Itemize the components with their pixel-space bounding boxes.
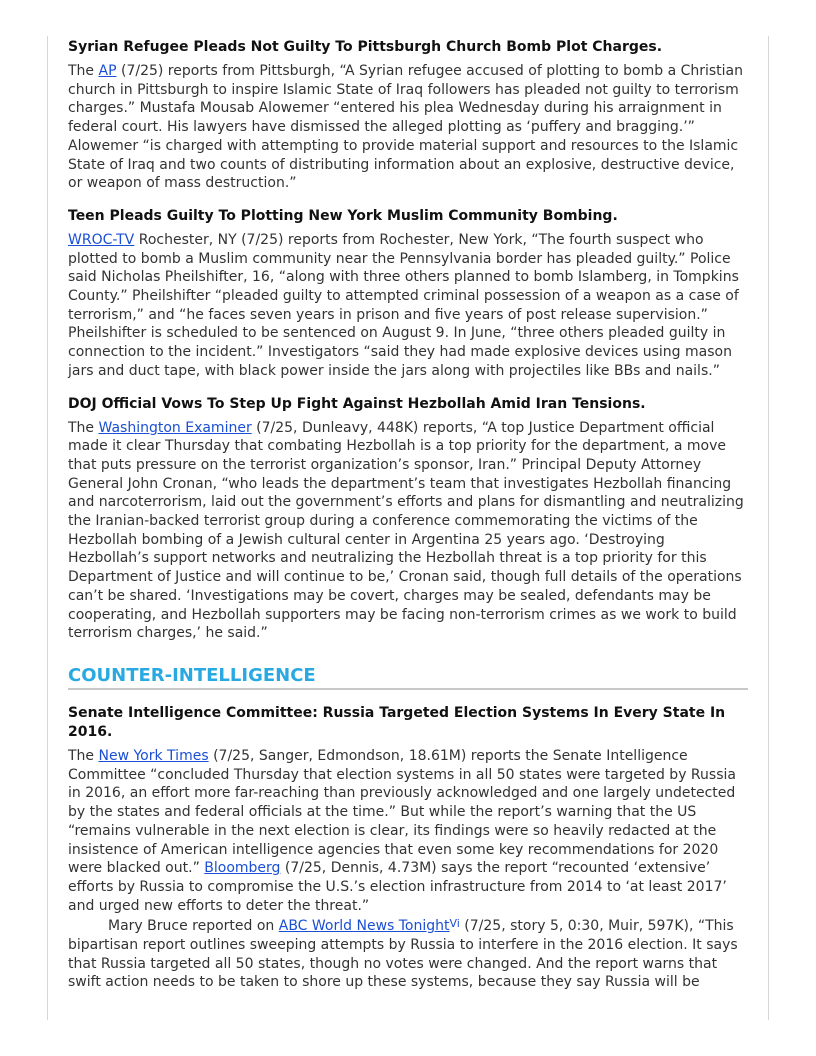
- body-text: (7/25, Sanger, Edmondson, 18.61M) reports the Senate Intelligence Committee “concluded Thursday that election systems in all 50 states were targeted by Russia in 2016, an effort more far-reaching than previously acknowledged and one largely undetected by the states and federal officials at the time.” But while the report’s warning that the US “remains vulnerable in the next election is clear, its findings were so heavily redacted at the insistence of American intelligence agencies that even some key recommendations for 2020 were blacked out.”: [68, 747, 736, 877]
- article-body: [68, 747, 748, 915]
- source-link-new-york-times[interactable]: New York Times: [98, 747, 209, 764]
- source-link-wroc-tv[interactable]: WROC-TV: [68, 231, 135, 248]
- article-teen-pleads: [68, 207, 748, 381]
- video-marker[interactable]: Vi: [449, 917, 460, 931]
- article-doj-hezbollah: [68, 395, 748, 643]
- body-prefix: The: [68, 63, 99, 79]
- left-margin-rule: [47, 36, 48, 1020]
- article-headline: Teen Pleads Guilty To Plotting New York Muslim Community Bombing.: [68, 207, 618, 224]
- article-body: [68, 62, 748, 193]
- body-prefix: Mary Bruce reported on: [108, 918, 279, 935]
- article-body-continued: [68, 915, 748, 992]
- article-body: [68, 419, 748, 643]
- source-link-bloomberg[interactable]: Bloomberg: [204, 860, 281, 877]
- body-text: (7/25) reports from Pittsburgh, “A Syrian refugee accused of plotting to bomb a Christian church in Pittsburgh to inspire Islamic State of Iraq followers has pleaded not guilty to terrorism charges.” Mustafa Mousab Alowemer “entered his plea Wednesday during his arraignment in federal court. His lawyers have dismissed the alleged plotting as ‘puffery and bragging.’” Alowemer “is charged with attempting to provide material support and resources to the Islamic State of Iraq and two counts of distributing information about an explosive, destructive device, or weapon of mass destruction.”: [68, 63, 744, 192]
- body-text: Rochester, NY (7/25) reports from Rochester, New York, “The fourth suspect who plotted to bomb a Muslim community near the Pennsylvania border has pleaded guilty.” Police said Nicholas Pheilshifter, 16, “along with three others planned to bomb Islamberg, in Tompkins County.” Pheilshifter “pleaded guilty to attempted criminal possession of a weapon as a case of terrorism,” and “he faces seven years in prison and five years of post release supervision.” Pheilshifter is scheduled to be sentenced on August 9. In June, “three others pleaded guilty in connection to the incident.” Investigators “said they had made explosive devices using mason jars and duct tape, with black power inside the jars along with projectiles like BBs and nails.”: [68, 231, 739, 379]
- body-text: (7/25, story 5, 0:30, Muir, 597K), “This bipartisan report outlines sweeping attempts by Russia to interfere in the 2016 election. It says that Russia targeted all 50 states, though no votes were changed. And the report warns that swift action needs to be taken to shore up these systems, because they say Russia will be: [68, 918, 738, 991]
- source-link-abc-world-news-tonight[interactable]: ABC World News Tonight: [278, 918, 450, 935]
- source-link-ap[interactable]: AP: [98, 63, 117, 79]
- document-page: [68, 38, 748, 992]
- section-heading-counter-intelligence: COUNTER-INTELLIGENCE: [68, 665, 748, 690]
- body-prefix: The: [68, 747, 99, 764]
- article-body: [68, 231, 748, 381]
- article-headline: DOJ Official Vows To Step Up Fight Against Hezbollah Amid Iran Tensions.: [68, 395, 646, 412]
- right-margin-rule: [768, 36, 769, 1020]
- article-senate-intel: [68, 704, 748, 992]
- body-text: (7/25, Dennis, 4.73M) says the report “recounted ‘extensive’ efforts by Russia to compromise the U.S.’s election infrastructure from 2014 to ‘at least 2017’ and urged new efforts to deter the threat.”: [68, 860, 727, 914]
- body-prefix: The: [68, 419, 99, 436]
- source-link-washington-examiner[interactable]: Washington Examiner: [98, 419, 252, 436]
- article-headline: Senate Intelligence Committee: Russia Targeted Election Systems In Every State In 2016.: [68, 704, 726, 740]
- article-headline: Syrian Refugee Pleads Not Guilty To Pittsburgh Church Bomb Plot Charges.: [68, 39, 663, 55]
- article-syrian-refugee: [68, 38, 748, 193]
- body-text: (7/25, Dunleavy, 448K) reports, “A top Justice Department official made it clear Thursday that combating Hezbollah is a top priority for the department, a move that puts pressure on the terrorist organization’s sponsor, Iran.” Principal Deputy Attorney General John Cronan, “who leads the department’s team that investigates Hezbollah financing and narcoterrorism, laid out the government’s efforts and plans for dismantling and neutralizing the Iranian-backed terrorist group during a conference commemorating the victims of the Hezbollah bombing of a Jewish cultural center in Argentina 25 years ago. ‘Destroying Hezbollah’s support networks and neutralizing the Hezbollah threat is a top priority for this Department of Justice and will continue to be,’ Cronan said, though full details of the operations can’t be shared. ‘Investigations may be covert, charges may be sealed, defendants may be cooperating, and Hezbollah supporters may be facing non-terrorism crimes as we work to build terrorism charges,’ he said.”: [68, 419, 744, 642]
